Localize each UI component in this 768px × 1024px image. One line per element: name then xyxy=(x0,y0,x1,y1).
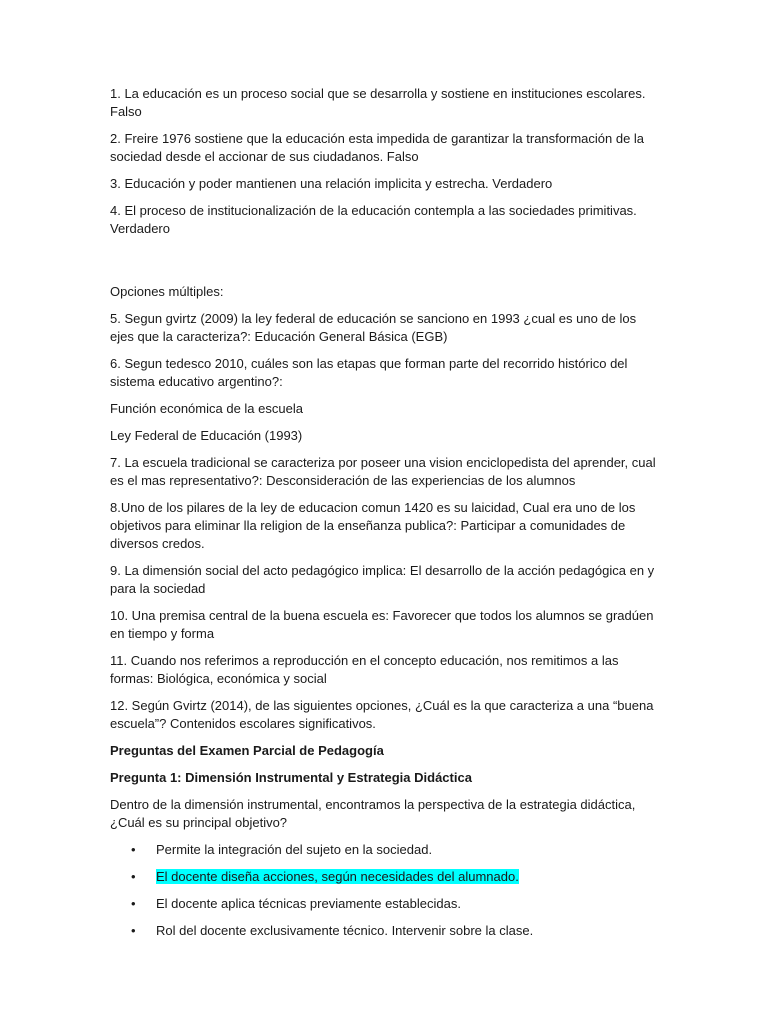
question-6: 6. Segun tedesco 2010, cuáles son las etapas que forman parte del recorrido histórico del sistema educativo argentino?: xyxy=(110,356,628,389)
question-11: 11. Cuando nos referimos a reproducción en el concepto educación, nos remitimos a las formas: Biológica, económica y social xyxy=(110,653,619,686)
multiple-choice-heading: Opciones múltiples: xyxy=(110,284,224,299)
spacer xyxy=(110,247,662,283)
question-6-answer-1: Función económica de la escuela xyxy=(110,401,303,416)
option-item xyxy=(110,895,662,913)
pregunta-1-text: Dentro de la dimensión instrumental, encontramos la perspectiva de la estrategia didáctica, ¿Cuál es su principal objetivo? xyxy=(110,797,636,830)
bullet-icon: • xyxy=(131,869,136,884)
options-list xyxy=(110,841,662,940)
option-item xyxy=(110,922,662,940)
question-10: 10. Una premisa central de la buena escuela es: Favorecer que todos los alumnos se gradúen en tiempo y forma xyxy=(110,608,654,641)
question-3: 3. Educación y poder mantienen una relación implicita y estrecha. Verdadero xyxy=(110,176,553,191)
question-9: 9. La dimensión social del acto pedagógico implica: El desarrollo de la acción pedagógica en y para la sociedad xyxy=(110,563,655,596)
question-5: 5. Segun gvirtz (2009) la ley federal de educación se sanciono en 1993 ¿cual es uno de los ejes que la caracteriza?: Educación General Básica (EGB) xyxy=(110,311,637,344)
pregunta-1-heading: Pregunta 1: Dimensión Instrumental y Estrategia Didáctica xyxy=(110,770,472,785)
question-12: 12. Según Gvirtz (2014), de las siguientes opciones, ¿Cuál es la que caracteriza a una “buena escuela”? Contenidos escolares significativos. xyxy=(110,698,654,731)
option-text: El docente aplica técnicas previamente establecidas. xyxy=(156,896,461,911)
option-item xyxy=(110,841,662,859)
bullet-icon: • xyxy=(131,923,136,938)
question-8: 8.Uno de los pilares de la ley de educacion comun 1420 es su laicidad, Cual era uno de los objetivos para eliminar lla religion de la enseñanza publica?: Participar a comunidades de diversos credos. xyxy=(110,500,636,551)
question-4: 4. El proceso de institucionalización de la educación contempla a las sociedades primitivas. Verdadero xyxy=(110,203,637,236)
question-1: 1. La educación es un proceso social que se desarrolla y sostiene en instituciones escolares. Falso xyxy=(110,86,646,119)
question-6-answer-2: Ley Federal de Educación (1993) xyxy=(110,428,303,443)
option-text-highlighted: El docente diseña acciones, según necesidades del alumnado. xyxy=(156,869,519,884)
option-text: Rol del docente exclusivamente técnico. Intervenir sobre la clase. xyxy=(156,923,534,938)
question-7: 7. La escuela tradicional se caracteriza por poseer una vision enciclopedista del aprender, cual es el mas representativo?: Desconsideración de las experiencias de los alumnos xyxy=(110,455,656,488)
bullet-icon: • xyxy=(131,896,136,911)
option-item-highlighted xyxy=(110,868,662,886)
document-page xyxy=(110,85,662,949)
option-text: Permite la integración del sujeto en la sociedad. xyxy=(156,842,433,857)
exam-heading: Preguntas del Examen Parcial de Pedagogía xyxy=(110,743,384,758)
question-2: 2. Freire 1976 sostiene que la educación esta impedida de garantizar la transformación de la sociedad desde el accionar de sus ciudadanos. Falso xyxy=(110,131,645,164)
bullet-icon: • xyxy=(131,842,136,857)
